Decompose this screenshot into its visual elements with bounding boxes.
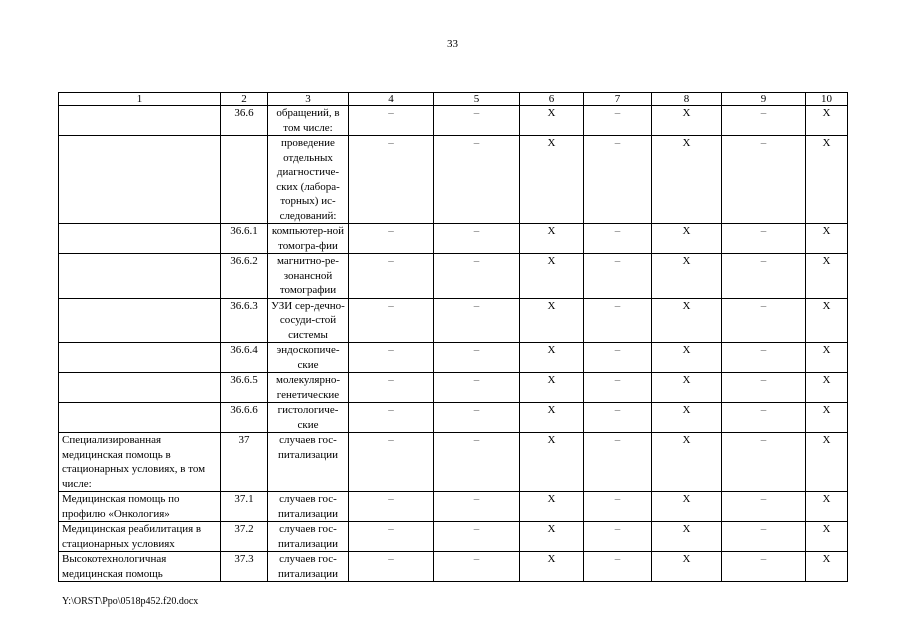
value-cell: X [806,298,848,343]
value-cell: – [349,106,434,136]
row-unit-cell: УЗИ сер-дечно-сосуди-стой системы [268,298,349,343]
value-cell: X [520,492,584,522]
value-cell: X [520,224,584,254]
row-code-cell: 37.1 [221,492,268,522]
file-path-footer: Y:\ORST\Ppo\0518p452.f20.docx [62,596,199,607]
header-cell: 5 [434,93,520,106]
value-cell: – [722,552,806,582]
value-cell: – [434,373,520,403]
header-cell: 4 [349,93,434,106]
value-cell: – [722,403,806,433]
table-row [59,492,848,522]
value-cell: – [584,433,652,492]
row-code-cell: 36.6.1 [221,224,268,254]
value-cell: X [652,492,722,522]
value-cell: – [349,522,434,552]
value-cell: – [722,106,806,136]
header-cell: 8 [652,93,722,106]
row-unit-cell: магнитно-ре-зонансной томографии [268,254,349,299]
value-cell: – [584,298,652,343]
table-row [59,298,848,343]
value-cell: X [520,373,584,403]
value-cell: – [349,254,434,299]
header-cell: 3 [268,93,349,106]
row-unit-cell: эндоскопиче-ские [268,343,349,373]
row-label-cell [59,298,221,343]
table-row [59,522,848,552]
row-code-cell: 36.6.3 [221,298,268,343]
value-cell: – [434,106,520,136]
table-row [59,136,848,224]
value-cell: – [722,224,806,254]
row-unit-cell: проведение отдельных диагностиче-ских (лабора-торных) ис-следований: [268,136,349,224]
value-cell: X [806,106,848,136]
row-label-cell: Медицинская реабилитация в стационарных условиях [59,522,221,552]
row-unit-cell: гистологиче-ские [268,403,349,433]
value-cell: – [584,373,652,403]
row-code-cell: 37.2 [221,522,268,552]
value-cell: – [722,298,806,343]
table-row [59,552,848,582]
value-cell: X [806,403,848,433]
value-cell: X [652,224,722,254]
value-cell: – [434,343,520,373]
row-code-cell: 36.6.2 [221,254,268,299]
value-cell: – [722,343,806,373]
value-cell: – [584,522,652,552]
row-unit-cell: случаев гос-питализации [268,433,349,492]
header-cell: 7 [584,93,652,106]
value-cell: – [434,224,520,254]
value-cell: X [652,403,722,433]
value-cell: – [722,522,806,552]
value-cell: X [652,254,722,299]
value-cell: – [434,492,520,522]
value-cell: X [806,224,848,254]
header-row [59,93,848,106]
header-cell: 1 [59,93,221,106]
row-unit-cell: случаев гос-питализации [268,492,349,522]
value-cell: X [806,373,848,403]
value-cell: X [806,136,848,224]
value-cell: X [520,403,584,433]
table-row [59,343,848,373]
row-label-cell [59,224,221,254]
value-cell: X [520,254,584,299]
header-cell: 10 [806,93,848,106]
table-row [59,403,848,433]
value-cell: – [434,254,520,299]
value-cell: X [520,298,584,343]
row-label-cell [59,254,221,299]
row-label-cell [59,403,221,433]
value-cell: – [722,254,806,299]
value-cell: X [806,433,848,492]
row-code-cell: 36.6.5 [221,373,268,403]
value-cell: – [434,522,520,552]
value-cell: X [520,106,584,136]
table-row [59,254,848,299]
value-cell: X [652,433,722,492]
value-cell: X [652,298,722,343]
value-cell: – [584,492,652,522]
value-cell: X [806,492,848,522]
value-cell: X [652,136,722,224]
value-cell: – [349,373,434,403]
value-cell: X [520,552,584,582]
row-label-cell: Высокотехнологичная медицинская помощь [59,552,221,582]
row-unit-cell: обращений, в том числе: [268,106,349,136]
value-cell: – [349,433,434,492]
value-cell: – [434,433,520,492]
value-cell: X [652,552,722,582]
row-code-cell [221,136,268,224]
value-cell: – [584,403,652,433]
value-cell: – [722,492,806,522]
table-row [59,433,848,492]
table-row [59,224,848,254]
value-cell: – [349,298,434,343]
value-cell: X [520,136,584,224]
row-code-cell: 37.3 [221,552,268,582]
value-cell: X [652,343,722,373]
row-label-cell: Специализированная медицинская помощь в стационарных условиях, в том числе: [59,433,221,492]
value-cell: – [584,224,652,254]
value-cell: – [349,403,434,433]
value-cell: X [806,254,848,299]
value-cell: – [584,343,652,373]
row-label-cell [59,373,221,403]
value-cell: X [520,522,584,552]
value-cell: – [349,136,434,224]
row-unit-cell: молекулярно-генетические [268,373,349,403]
value-cell: – [434,298,520,343]
value-cell: – [349,492,434,522]
table-row [59,373,848,403]
row-label-cell: Медицинская помощь по профилю «Онкология» [59,492,221,522]
value-cell: – [722,373,806,403]
table-row [59,106,848,136]
data-table [58,92,848,582]
value-cell: – [722,433,806,492]
value-cell: X [652,522,722,552]
value-cell: – [349,552,434,582]
row-code-cell: 36.6.6 [221,403,268,433]
value-cell: – [722,136,806,224]
value-cell: – [434,403,520,433]
value-cell: – [584,106,652,136]
row-label-cell [59,343,221,373]
page-number: 33 [447,38,458,50]
row-unit-cell: случаев гос-питализации [268,552,349,582]
value-cell: – [584,136,652,224]
value-cell: – [584,254,652,299]
value-cell: – [349,224,434,254]
value-cell: X [652,106,722,136]
value-cell: – [434,552,520,582]
value-cell: – [349,343,434,373]
header-cell: 6 [520,93,584,106]
value-cell: X [520,343,584,373]
value-cell: X [806,552,848,582]
row-unit-cell: случаев гос-питализации [268,522,349,552]
value-cell: – [584,552,652,582]
header-cell: 2 [221,93,268,106]
header-cell: 9 [722,93,806,106]
row-code-cell: 36.6 [221,106,268,136]
value-cell: X [806,343,848,373]
row-unit-cell: компьютер-ной томогра-фии [268,224,349,254]
value-cell: X [806,522,848,552]
row-code-cell: 37 [221,433,268,492]
value-cell: X [520,433,584,492]
value-cell: – [434,136,520,224]
value-cell: X [652,373,722,403]
row-label-cell [59,106,221,136]
row-code-cell: 36.6.4 [221,343,268,373]
row-label-cell [59,136,221,224]
